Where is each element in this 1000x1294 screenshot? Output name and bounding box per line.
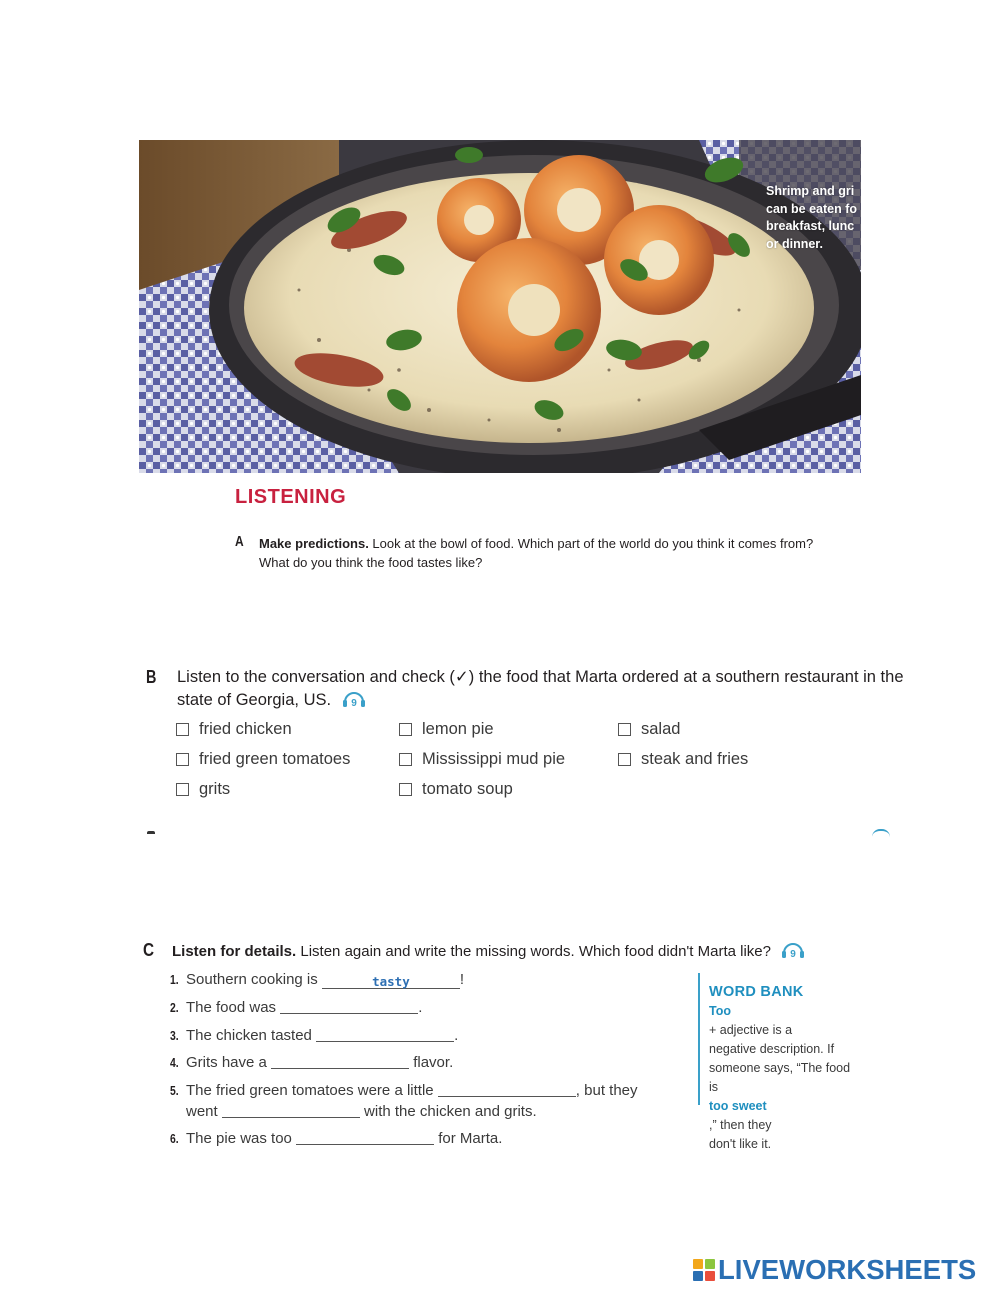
word-bank-line: negative description. If: [709, 1042, 835, 1056]
word-bank-text: [709, 1002, 869, 1154]
question-text-before: The food was: [186, 999, 281, 1016]
question-text-after: with the chicken and grits.: [359, 1103, 537, 1120]
question-6: [170, 1130, 502, 1147]
section-a-lead: Make predictions.: [259, 536, 369, 551]
option-label: grits: [199, 780, 231, 798]
checkbox[interactable]: [176, 723, 189, 736]
section-a-letter: A: [235, 533, 244, 550]
checkbox[interactable]: [176, 753, 189, 766]
photo-caption: [766, 183, 866, 253]
logo-square: [705, 1259, 715, 1269]
section-c-letter: C: [143, 940, 155, 960]
section-b-instructions: [177, 666, 907, 715]
option-fried-chicken[interactable]: [176, 720, 292, 739]
question-text-before: The fried green tomatoes were a little: [186, 1082, 438, 1099]
question-number: 4.: [170, 1055, 179, 1070]
option-label: Mississippi mud pie: [422, 750, 566, 768]
checkbox[interactable]: [618, 753, 631, 766]
checkbox[interactable]: [618, 723, 631, 736]
caption-line: Shrimp and gri: [766, 184, 855, 198]
liveworksheets-logo[interactable]: [693, 1254, 976, 1286]
word-bank-divider: [698, 973, 700, 1105]
option-tomato-soup[interactable]: [399, 780, 513, 799]
checkbox[interactable]: [399, 753, 412, 766]
question-text-before: The chicken tasted: [186, 1027, 317, 1044]
checkbox[interactable]: [399, 783, 412, 796]
track-number: 9: [350, 698, 357, 708]
question-number: 1.: [170, 972, 179, 987]
option-label: fried green tomatoes: [199, 750, 351, 768]
question-5: [170, 1082, 638, 1099]
section-heading: LISTENING: [235, 486, 347, 508]
answer-blank[interactable]: [222, 1104, 360, 1118]
option-grits[interactable]: [176, 780, 230, 799]
question-2: [170, 999, 422, 1016]
word-bank-line: [709, 1002, 869, 1040]
question-number: 5.: [170, 1083, 179, 1098]
headphones-audio-icon[interactable]: [781, 941, 805, 963]
section-a-instructions: [259, 534, 829, 572]
question-1: [170, 971, 464, 989]
word-bank-highlight: Too: [709, 1004, 731, 1018]
word-bank-line-text: is: [709, 1080, 719, 1094]
option-salad[interactable]: [618, 720, 680, 739]
option-lemon-pie[interactable]: [399, 720, 494, 739]
section-c-lead: Listen for details.: [172, 943, 297, 960]
answer-blank[interactable]: [438, 1083, 576, 1097]
question-text-after: .: [418, 999, 423, 1016]
section-a-text: Look at the bowl of food. Which part of the world do you think it comes from? What do you think the food tastes like?: [259, 536, 814, 570]
food-illustration: [139, 140, 861, 473]
option-mississippi-mud-pie[interactable]: [399, 750, 565, 769]
checkbox[interactable]: [399, 723, 412, 736]
word-bank-highlight: too sweet: [709, 1099, 767, 1113]
cropped-mark: [147, 831, 155, 834]
logo-text: LIVEWORKSHEETS: [718, 1254, 977, 1285]
question-number: 6.: [170, 1131, 179, 1146]
question-text-after: !: [459, 971, 465, 988]
word-bank-line: [709, 1078, 869, 1135]
option-steak-and-fries[interactable]: [618, 750, 748, 769]
caption-line: or dinner.: [766, 236, 823, 251]
question-number: 2.: [170, 1000, 179, 1015]
answer-blank[interactable]: [280, 1000, 418, 1014]
logo-square: [705, 1271, 715, 1281]
option-fried-green-tomatoes[interactable]: [176, 750, 350, 769]
section-c-instructions: [172, 941, 805, 963]
word-bank-title: WORD BANK: [709, 984, 804, 1000]
word-bank-line: someone says, “The food: [709, 1061, 851, 1075]
question-3: [170, 1027, 458, 1044]
section-b-text: Listen to the conversation and check (✓) the food that Marta ordered at a southern restaurant in the state of Georgia, US.: [177, 668, 904, 709]
question-text-before: went: [186, 1103, 222, 1120]
option-label: lemon pie: [422, 720, 494, 738]
cropped-audio-icon: [872, 829, 890, 837]
section-c-text: Listen again and write the missing words. Which food didn't Marta like?: [296, 943, 771, 960]
option-label: tomato soup: [422, 780, 513, 798]
option-label: steak and fries: [641, 750, 749, 768]
question-text-after: for Marta.: [434, 1130, 503, 1147]
answer-blank[interactable]: [296, 1131, 434, 1145]
question-text-after: , but they: [575, 1082, 638, 1099]
answer-blank[interactable]: [271, 1055, 409, 1069]
question-text-after: .: [454, 1027, 459, 1044]
checkbox[interactable]: [176, 783, 189, 796]
shrimp-and-grits-photo: [139, 140, 861, 473]
logo-square: [693, 1259, 703, 1269]
caption-line: breakfast, lunc: [766, 219, 855, 233]
word-bank-line: don't like it.: [709, 1137, 772, 1151]
answer-blank[interactable]: [316, 1028, 454, 1042]
logo-icon: [693, 1259, 715, 1281]
question-text-before: Southern cooking is: [186, 971, 322, 988]
word-bank-line-text: ,” then they: [709, 1118, 772, 1132]
logo-square: [693, 1271, 703, 1281]
question-number: 3.: [170, 1028, 179, 1043]
word-bank-line-text: + adjective is a: [709, 1023, 793, 1037]
headphones-audio-icon[interactable]: [342, 690, 366, 715]
track-number: 9: [790, 949, 796, 959]
question-text-before: Grits have a: [186, 1054, 272, 1071]
section-b-letter: B: [146, 667, 157, 687]
answer-blank[interactable]: tasty: [322, 975, 460, 989]
question-5-continued: [170, 1103, 537, 1120]
question-text-before: The pie was too: [186, 1130, 297, 1147]
caption-line: can be eaten fo: [766, 201, 857, 216]
option-label: salad: [641, 720, 681, 738]
question-4: [170, 1054, 453, 1071]
question-text-after: flavor.: [409, 1054, 454, 1071]
option-label: fried chicken: [199, 720, 292, 738]
